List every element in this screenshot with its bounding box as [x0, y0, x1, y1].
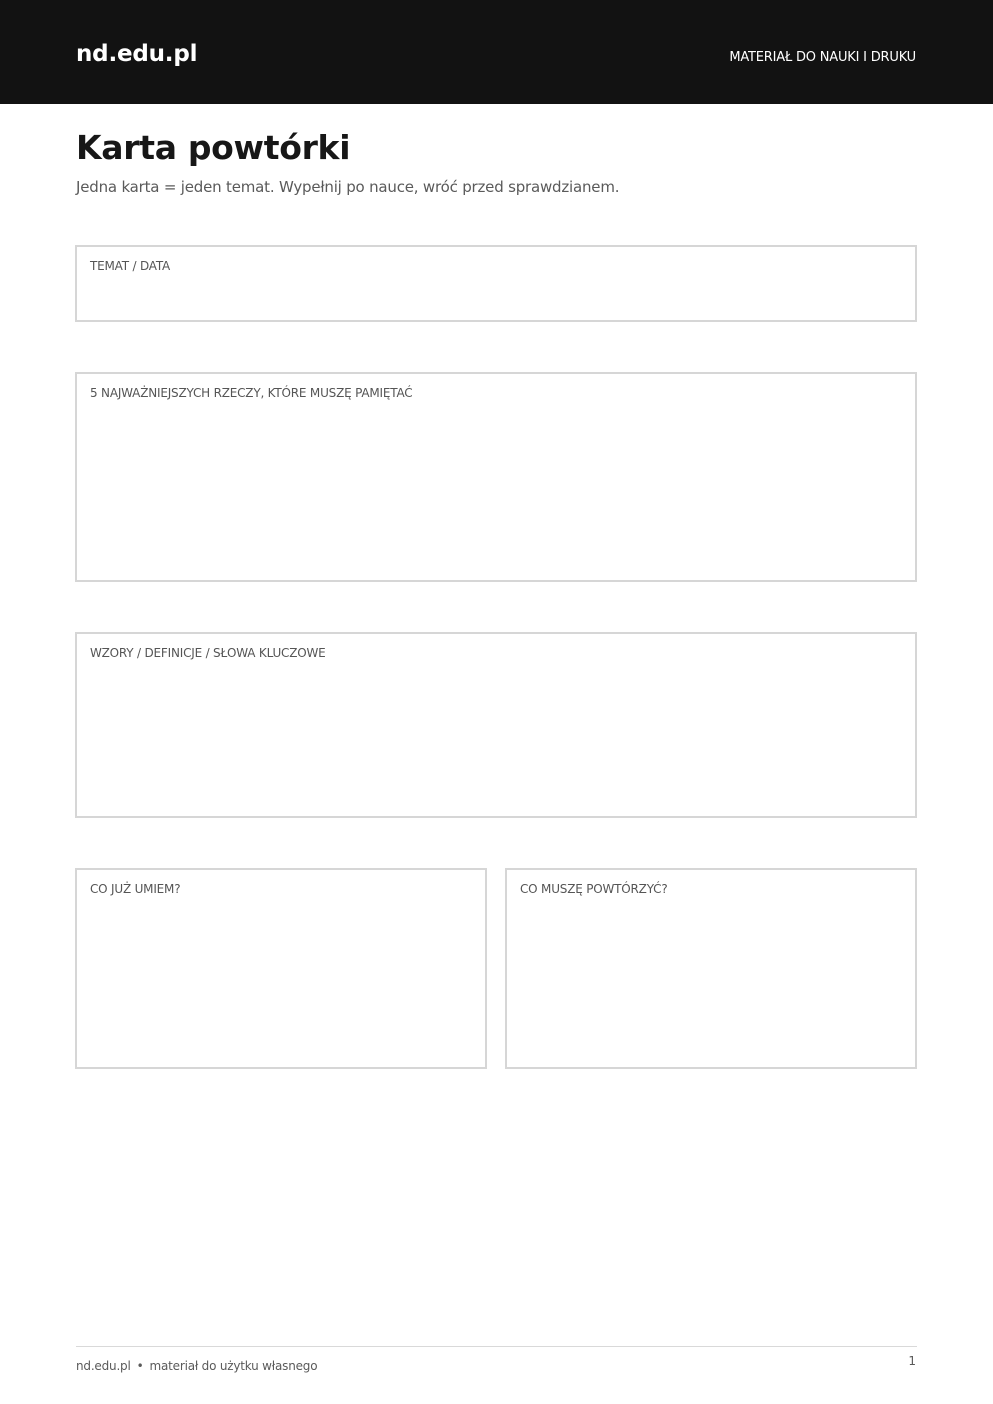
- footer-separator: •: [136, 1359, 144, 1373]
- must-review-box[interactable]: [505, 868, 917, 1069]
- header-tagline: MATERIAŁ DO NAUKI I DRUKU: [729, 50, 916, 65]
- footer-usage-note: materiał do użytku własnego: [149, 1359, 318, 1373]
- topic-date-label: TEMAT / DATA: [90, 259, 171, 273]
- already-know-box[interactable]: [75, 868, 487, 1069]
- top-bar: [0, 0, 993, 104]
- site-brand[interactable]: nd.edu.pl: [76, 41, 198, 67]
- footer-site: nd.edu.pl: [76, 1359, 131, 1373]
- page-title: Karta powtórki: [76, 128, 351, 167]
- page-subtitle: Jedna karta = jeden temat. Wypełnij po nauce, wróć przed sprawdzianem.: [76, 178, 620, 196]
- page-number: 1: [908, 1354, 916, 1368]
- top-five-box[interactable]: [75, 372, 917, 582]
- formulas-label: WZORY / DEFINICJE / SŁOWA KLUCZOWE: [90, 646, 326, 660]
- must-review-label: CO MUSZĘ POWTÓRZYĆ?: [520, 882, 668, 896]
- formulas-box[interactable]: [75, 632, 917, 818]
- footer-divider: [76, 1346, 917, 1347]
- footer-note: [76, 1357, 317, 1375]
- already-know-label: CO JUŻ UMIEM?: [90, 882, 181, 896]
- top-five-label: 5 NAJWAŻNIEJSZYCH RZECZY, KTÓRE MUSZĘ PAMIĘTAĆ: [90, 386, 413, 400]
- topic-date-box[interactable]: [75, 245, 917, 322]
